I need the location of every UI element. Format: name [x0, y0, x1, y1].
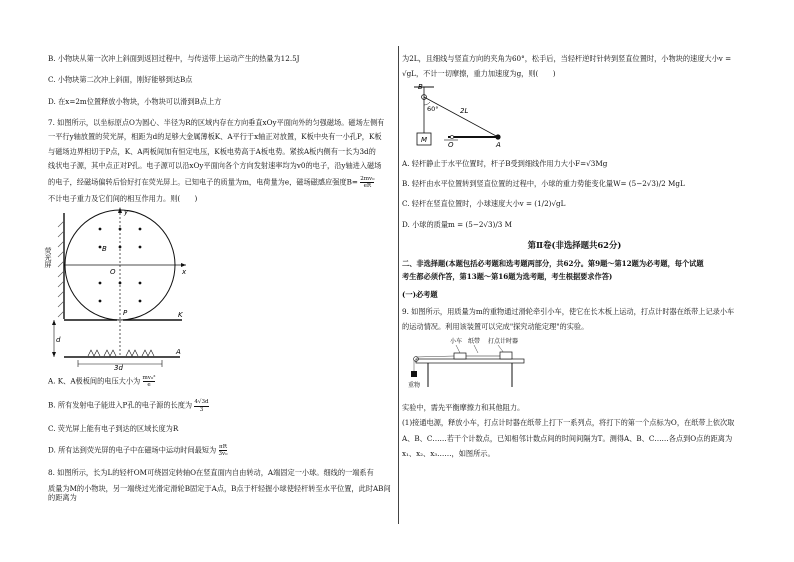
q8-line: 质量为M的小物块，另一端绕过光滑定滑轮B固定于A点，B点于杆轻握小球使轻杆转至水平位置，此时AB间的距离为	[48, 483, 391, 503]
frac-num: 2mv₀	[360, 175, 375, 182]
ball-a-label: A	[496, 140, 501, 149]
q8-cont-line: 为2L，且细线与竖直方向的夹角为60°，松手后，当轻杆逆时针转到竖直位置时，小物块的速度大小v =	[402, 54, 732, 63]
q8-option-c: C. 轻杆在竖直位置时，小球速度大小v = (1/2)√gL	[402, 199, 566, 209]
q7-line: 不计电子重力及它们间的相互作用力。则( )	[48, 193, 198, 203]
length-3d-label: 3d	[114, 364, 123, 373]
pivot-o-label: O	[448, 140, 454, 149]
column-divider	[398, 46, 399, 524]
q6-option-b: B. 小物块从第一次冲上斜面到返回过程中，与传送带上运动产生的热量为12.5J	[48, 54, 300, 63]
q8-line: 8. 如图所示，长为L的轻杆OM可绕固定转轴O在竖直面内自由转动，A端固定一小球。细线的一端系有	[48, 468, 374, 478]
section-instructions: 二、非选择题(本题包括必考题和选考题两部分，共62分。第9题～第12题为必考题，每个试题	[402, 259, 704, 269]
right-column	[402, 54, 747, 458]
left-column	[44, 54, 394, 503]
q9-tail-line: (1)接通电源，释放小车，打点计时器在纸带上打下一系列点，将打下的第一个点标为O，在纸带上依次取	[402, 418, 735, 428]
q7-line: 与磁场边界相切于P点，K、A两板间加有恒定电压，K板电势高于A板电势。紧挨A板内侧有一长为3d的	[48, 146, 376, 156]
point-p-label: P	[123, 309, 128, 318]
x-axis-label: x	[182, 268, 187, 277]
point-o-label: O	[110, 268, 116, 277]
q7-option-d: D. 所有达到荧光屏的电子中在磁场中运动时间最短为 $\frac{\pi R}{\text{3v₀}}$	[48, 444, 228, 458]
plate-k-label: K	[178, 311, 183, 320]
required-heading: (一)必考题	[402, 289, 438, 299]
section-title: 第Ⅱ卷(非选择题共62分)	[527, 240, 622, 251]
weight-label: 重物	[408, 381, 421, 389]
screen-label: 荧光屏	[44, 247, 52, 269]
cart-label: 小车	[450, 337, 463, 345]
q8-option-d: D. 小球的质量m = (5−2√3)/3 M	[402, 219, 512, 229]
q7-option-a: A. K、A极板间的电压大小为 $\frac{\text{mv₀²}}{e}$	[48, 375, 156, 389]
q7-line: 7. 如图所示，以坐标原点O为圆心、半径为R的区域内存在方向垂直xOy平面向外的匀强磁场。磁场左侧有	[48, 118, 385, 128]
length-2l-label: 2L	[460, 106, 469, 115]
block-m-label: M	[421, 135, 428, 144]
q7-figure	[44, 207, 218, 373]
distance-d-label: d	[56, 336, 61, 345]
q7-option-c: C. 荧光屏上能有电子到达的区域长度为R	[48, 423, 179, 433]
q7-stem	[48, 118, 394, 203]
y-axis-label: y	[124, 208, 129, 217]
q7-line: 的电子，经磁场偏转后恰好打在荧光屏上。已知电子的质量为m，电荷量为e，磁场磁感应强度B= $\frac{\text{2mv₀}}{eR}$	[48, 175, 375, 189]
q6-option-d: D. 在x=2m位置释放小物块，小物块可以滑到B点上方	[48, 96, 222, 106]
q9-tail-line: 实验中，需先平衡摩擦力和其他阻力。	[402, 402, 525, 412]
q7-option-b: B. 所有发射电子能进入P孔的电子源的长度为 $\frac{4√3d}{3}$	[48, 399, 209, 413]
pulley-b-label: B	[418, 82, 423, 91]
q6-option-c: C. 小物块第二次冲上斜面，刚好能够到达B点	[48, 75, 193, 85]
q9-tail-line: A、B、C……若干个计数点，已知相邻计数点间的时间间隔为T。测得A、B、C……各点到O点的距离为	[402, 433, 733, 443]
tape-label: 纸带	[468, 337, 481, 345]
q8-stem	[48, 468, 394, 502]
q7-line: 一平行y轴放置的荧光屏，相距为d的足够大金属薄板K、A平行于x轴正对放置，K板中央有一小孔P，K板	[48, 132, 382, 142]
q7-line: 线状电子源，其中点正对P孔。电子源可以沿xOy平面向各个方向发射速率均为v0的电子，沿y轴进入磁场	[48, 161, 382, 171]
angle-label: 60°	[427, 104, 439, 113]
q9-line: 9. 如图所示，用质量为m的重物通过滑轮牵引小车，使它在长木板上运动，打点计时器在纸带上记录小车	[402, 307, 735, 317]
point-b-label: B	[102, 245, 107, 254]
section-instructions: 考生都必须作答，第13题～第16题为选考题，考生根据要求作答)	[402, 272, 613, 282]
q8-figure	[408, 83, 528, 153]
q9-tail-line: x₁、x₂、x₃……，如图所示。	[402, 448, 495, 458]
q9-figure	[408, 335, 538, 399]
q8-option-a: A. 轻杆静止于水平位置时，杆子B受到细线作用力大小F=√3Mg	[402, 158, 608, 168]
q7-options	[48, 375, 394, 457]
plate-a-label: A	[176, 348, 181, 357]
frac-den: eR	[363, 182, 372, 189]
q8-cont-line: √gL，不计一切摩擦，重力加速度为g，则( )	[402, 69, 556, 79]
q9-line: 的运动情况。利用该装置可以完成"探究动能定理"的实验。	[402, 321, 589, 331]
q8-option-b: B. 轻杆由水平位置转到竖直位置的过程中，小球的重力势能变化量W= (5−2√3)/2 MgL	[402, 179, 685, 189]
timer-label: 打点计时器	[488, 337, 519, 345]
